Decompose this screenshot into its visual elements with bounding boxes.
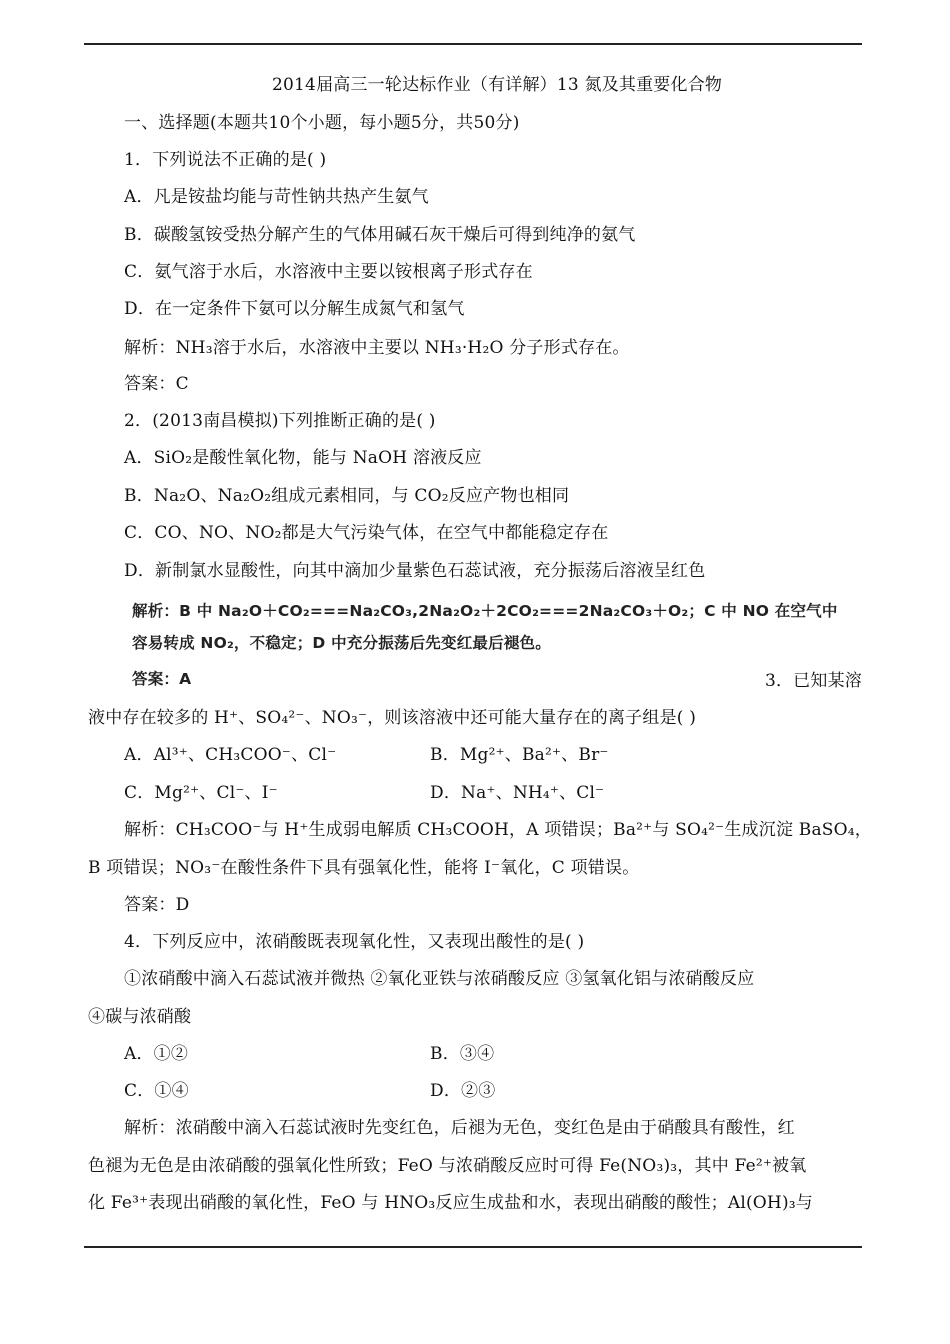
question-4-option-a: A．①② [124, 1044, 189, 1064]
question-3-analysis-line-1: 解析：CH₃COO⁻与 H⁺生成弱电解质 CH₃COOH，A 项错误；Ba²⁺与 SO₄²⁻生成沉淀 BaSO₄， [124, 820, 872, 840]
question-4-items-cont: ④碳与浓硝酸 [88, 1007, 192, 1027]
question-4-option-b: B．③④ [430, 1044, 495, 1064]
question-4-analysis-line-2: 色褪为无色是由浓硝酸的强氧化性所致；FeO 与浓硝酸反应时可得 Fe(NO₃)₃，其中 Fe²⁺被氧 [88, 1156, 807, 1176]
question-1-option-d: D．在一定条件下氨可以分解生成氮气和氢气 [124, 299, 465, 319]
question-2-answer: 答案：A [132, 670, 192, 688]
question-3-stem-cont: 液中存在较多的 H⁺、SO₄²⁻、NO₃⁻，则该溶液中还可能大量存在的离子组是( ) [88, 708, 697, 728]
question-3-answer: 答案：D [124, 895, 190, 915]
document-title: 2014届高三一轮达标作业（有详解）13 氮及其重要化合物 [272, 75, 723, 95]
question-1-option-b: B．碳酸氢铵受热分解产生的气体用碱石灰干燥后可得到纯净的氨气 [124, 225, 636, 245]
question-2-analysis-line-2: 容易转成 NO₂，不稳定；D 中充分振荡后先变红最后褪色。 [132, 634, 551, 652]
question-4-option-c: C．①④ [124, 1081, 189, 1101]
question-1-option-c: C．氨气溶于水后，水溶液中主要以铵根离子形式存在 [124, 262, 533, 282]
question-4-analysis-line-1: 解析：浓硝酸中滴入石蕊试液时先变红色，后褪为无色，变红色是由于硝酸具有酸性，红 [124, 1118, 795, 1138]
question-1-analysis: 解析：NH₃溶于水后，水溶液中主要以 NH₃·H₂O 分子形式存在。 [124, 338, 630, 358]
question-4-stem: 4．下列反应中，浓硝酸既表现氧化性，又表现出酸性的是( ) [124, 932, 585, 952]
question-2-option-d: D．新制氯水显酸性，向其中滴加少量紫色石蕊试液，充分振荡后溶液呈红色 [124, 561, 706, 581]
question-3-option-c: C．Mg²⁺、Cl⁻、I⁻ [124, 783, 278, 803]
question-4-option-d: D．②③ [430, 1081, 496, 1101]
question-3-stem-start: 3．已知某溶 [764, 671, 862, 691]
question-2-option-b: B．Na₂O、Na₂O₂组成元素相同，与 CO₂反应产物也相同 [124, 486, 570, 506]
question-2-option-c: C．CO、NO、NO₂都是大气污染气体，在空气中都能稳定存在 [124, 523, 609, 543]
question-4-items: ①浓硝酸中滴入石蕊试液并微热 ②氧化亚铁与浓硝酸反应 ③氢氧化铝与浓硝酸反应 [124, 969, 755, 989]
question-2-stem: 2．(2013南昌模拟)下列推断正确的是( ) [124, 411, 436, 431]
question-3-option-d: D．Na⁺、NH₄⁺、Cl⁻ [430, 783, 605, 803]
question-3-option-b: B．Mg²⁺、Ba²⁺、Br⁻ [430, 745, 609, 765]
question-1-stem: 1．下列说法不正确的是( ) [124, 150, 327, 170]
section-heading: 一、选择题(本题共10个小题，每小题5分，共50分) [124, 113, 520, 133]
bottom-rule [84, 1246, 862, 1248]
question-3-option-a: A．Al³⁺、CH₃COO⁻、Cl⁻ [124, 745, 337, 765]
question-3-analysis-line-2: B 项错误；NO₃⁻在酸性条件下具有强氧化性，能将 I⁻氧化，C 项错误。 [88, 858, 640, 878]
question-1-option-a: A．凡是铵盐均能与苛性钠共热产生氨气 [124, 187, 429, 207]
top-rule [84, 43, 862, 45]
question-2-option-a: A．SiO₂是酸性氧化物，能与 NaOH 溶液反应 [124, 448, 482, 468]
question-4-analysis-line-3: 化 Fe³⁺表现出硝酸的氧化性，FeO 与 HNO₃反应生成盐和水，表现出硝酸的酸性；Al(OH)₃与 [88, 1193, 813, 1213]
question-2-analysis-line-1: 解析：B 中 Na₂O＋CO₂===Na₂CO₃,2Na₂O₂＋2CO₂===2Na₂CO₃＋O₂；C 中 NO 在空气中 [132, 602, 838, 620]
question-1-answer: 答案：C [124, 374, 189, 394]
